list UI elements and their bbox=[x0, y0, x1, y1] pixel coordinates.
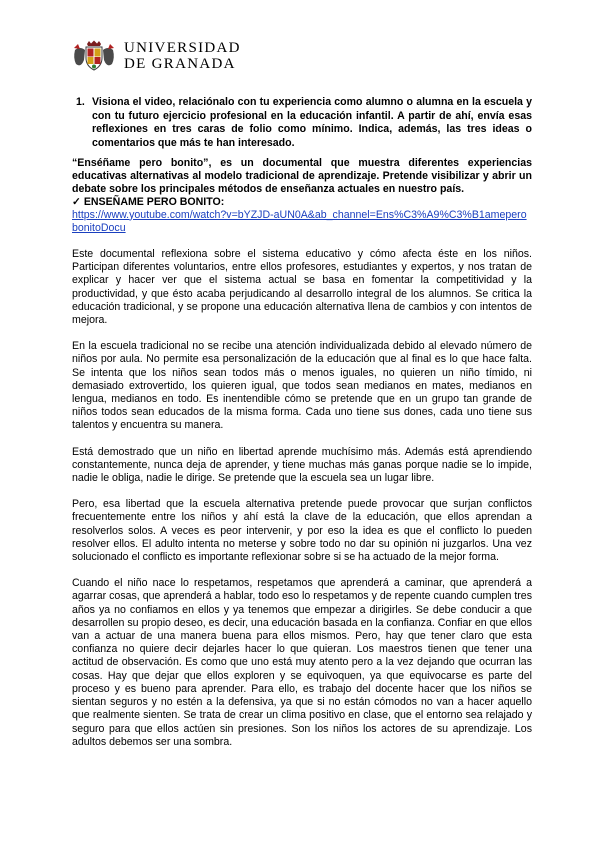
task-statement bbox=[76, 96, 532, 150]
paragraph-1: Este documental reflexiona sobre el sistema educativo y cómo afecta éste en los niños. Participan diferentes voluntarios, entre ellos profesores, estudiantes y expertos, y nos tratan de explicar y hacer ver que el sistema actual se basa en fomentar la competitividad y la productividad, y que ésto acaba perjudicando al desarrollo integral de los alumnos. Se critica la educación tradicional, y se propone una educación alternativa llena de cambios y con intentos de mejora. bbox=[72, 248, 532, 327]
paragraph-2: En la escuela tradicional no se recibe una atención individualizada debido al elevado número de niños por aula. No permite esa personalización de la educación que al final es lo que hace falta. Se intenta que los niños sean todos más o menos iguales, no quieren un niño tímido, ni demasiado extrovertido, los quieren igual, que todos sean medianos en mates, medianos en lengua, medianos en todo. Es inentendible cómo se pretende que en un grupo tan grande de niños todos sean educados de la misma forma. Cada uno tiene sus dones, cada uno tiene sus talentos y encuentra su manera. bbox=[72, 340, 532, 432]
reflection-body bbox=[72, 248, 532, 762]
paragraph-4: Pero, esa libertad que la escuela alternativa pretende puede provocar que surjan conflictos frecuentemente entre los niños y ahí está la clave de la educación, que ellos aprendan a resolverlos solos. A veces es peor intervenir, y por eso la idea es que el conflicto lo pueden resolver ellos. El adulto intenta no meterse y sobre todo no dar su opinión ni juzgarlos. Una vez solucionado el conflicto es importante reflexionar sobre si se ha actuado de la mejor forma. bbox=[72, 498, 532, 564]
documentary-intro bbox=[72, 157, 532, 234]
university-name-line2: DE GRANADA bbox=[124, 55, 236, 72]
university-name-line1: UNIVERSIDAD bbox=[124, 40, 241, 56]
video-link[interactable]: https://www.youtube.com/watch?v=bYZJD-aUN0A&ab_channel=Ens%C3%A9%C3%B1ameperobonitoDocu bbox=[72, 208, 527, 234]
paragraph-3: Está demostrado que un niño en libertad aprende muchísimo más. Además está aprendiendo constantemente, nunca deja de aprender, y tiene muchas más ganas porque nadie se lo impide, nadie le obliga, nadie le dirige. Se pretende que la escuela sea un lugar libre. bbox=[72, 445, 532, 485]
task-number: 1. bbox=[76, 96, 85, 108]
intro-text: “Enséñame pero bonito”, es un documental que muestra diferentes experiencias educativas alternativas al modelo tradicional de aprendizaje. Pretende visibilizar y abrir un debate sobre los principales métodos de enseñanza actuales en nuestro país. bbox=[72, 157, 532, 195]
university-crest-logo bbox=[72, 40, 116, 72]
paragraph-5: Cuando el niño nace lo respetamos, respetamos que aprenderá a caminar, que aprenderá a agarrar cosas, que aprenderá a hablar, todo eso lo respetamos y de repente cuando cumplen tres años ya no confiamos en ellos y ya tenemos que empezar a dirigirles. Se debe conducir a que desarrollen su propio deseo, es decir, una educación basada en la confianza. Confiar en que ellos van a actuar de una manera buena para ellos mismos. Pero, hay que tener claro que esta confianza no quiere decir dejarles hacer lo que quieran. Los maestros tienen que tener una actitud de observación. Es como que uno está muy atento pero a la vez dejando que ocurran las cosas. Hay que dejar que ellos exploren y se equivoquen, ya que equivocarse es parte del proceso y es bueno para aprender. Para ello, es trabajo del docente hacer que los niños se sientan seguros y no estén a la defensiva, ya que si no están cómodos no van a hacer aquello que realmente sienten. Se trata de crear un clima positivo en clase, que el entorno sea relajado y seguro para que ellos actúen sin presiones. Son los niños los actores de su aprendizaje. Los adultos debemos ser una sombra. bbox=[72, 577, 532, 748]
university-name bbox=[124, 41, 241, 72]
task-text: Visiona el video, relaciónalo con tu experiencia como alumno o alumna en la escuela y con tu futuro ejercicio profesional en la educación infantil. A partir de ahí, envía esas reflexiones en tres caras de folio como mínimo. Indica, además, las tres ideas o comentarios que más te han interesado. bbox=[92, 96, 532, 149]
check-label: ✓ ENSEÑAME PERO BONITO: bbox=[72, 195, 225, 208]
